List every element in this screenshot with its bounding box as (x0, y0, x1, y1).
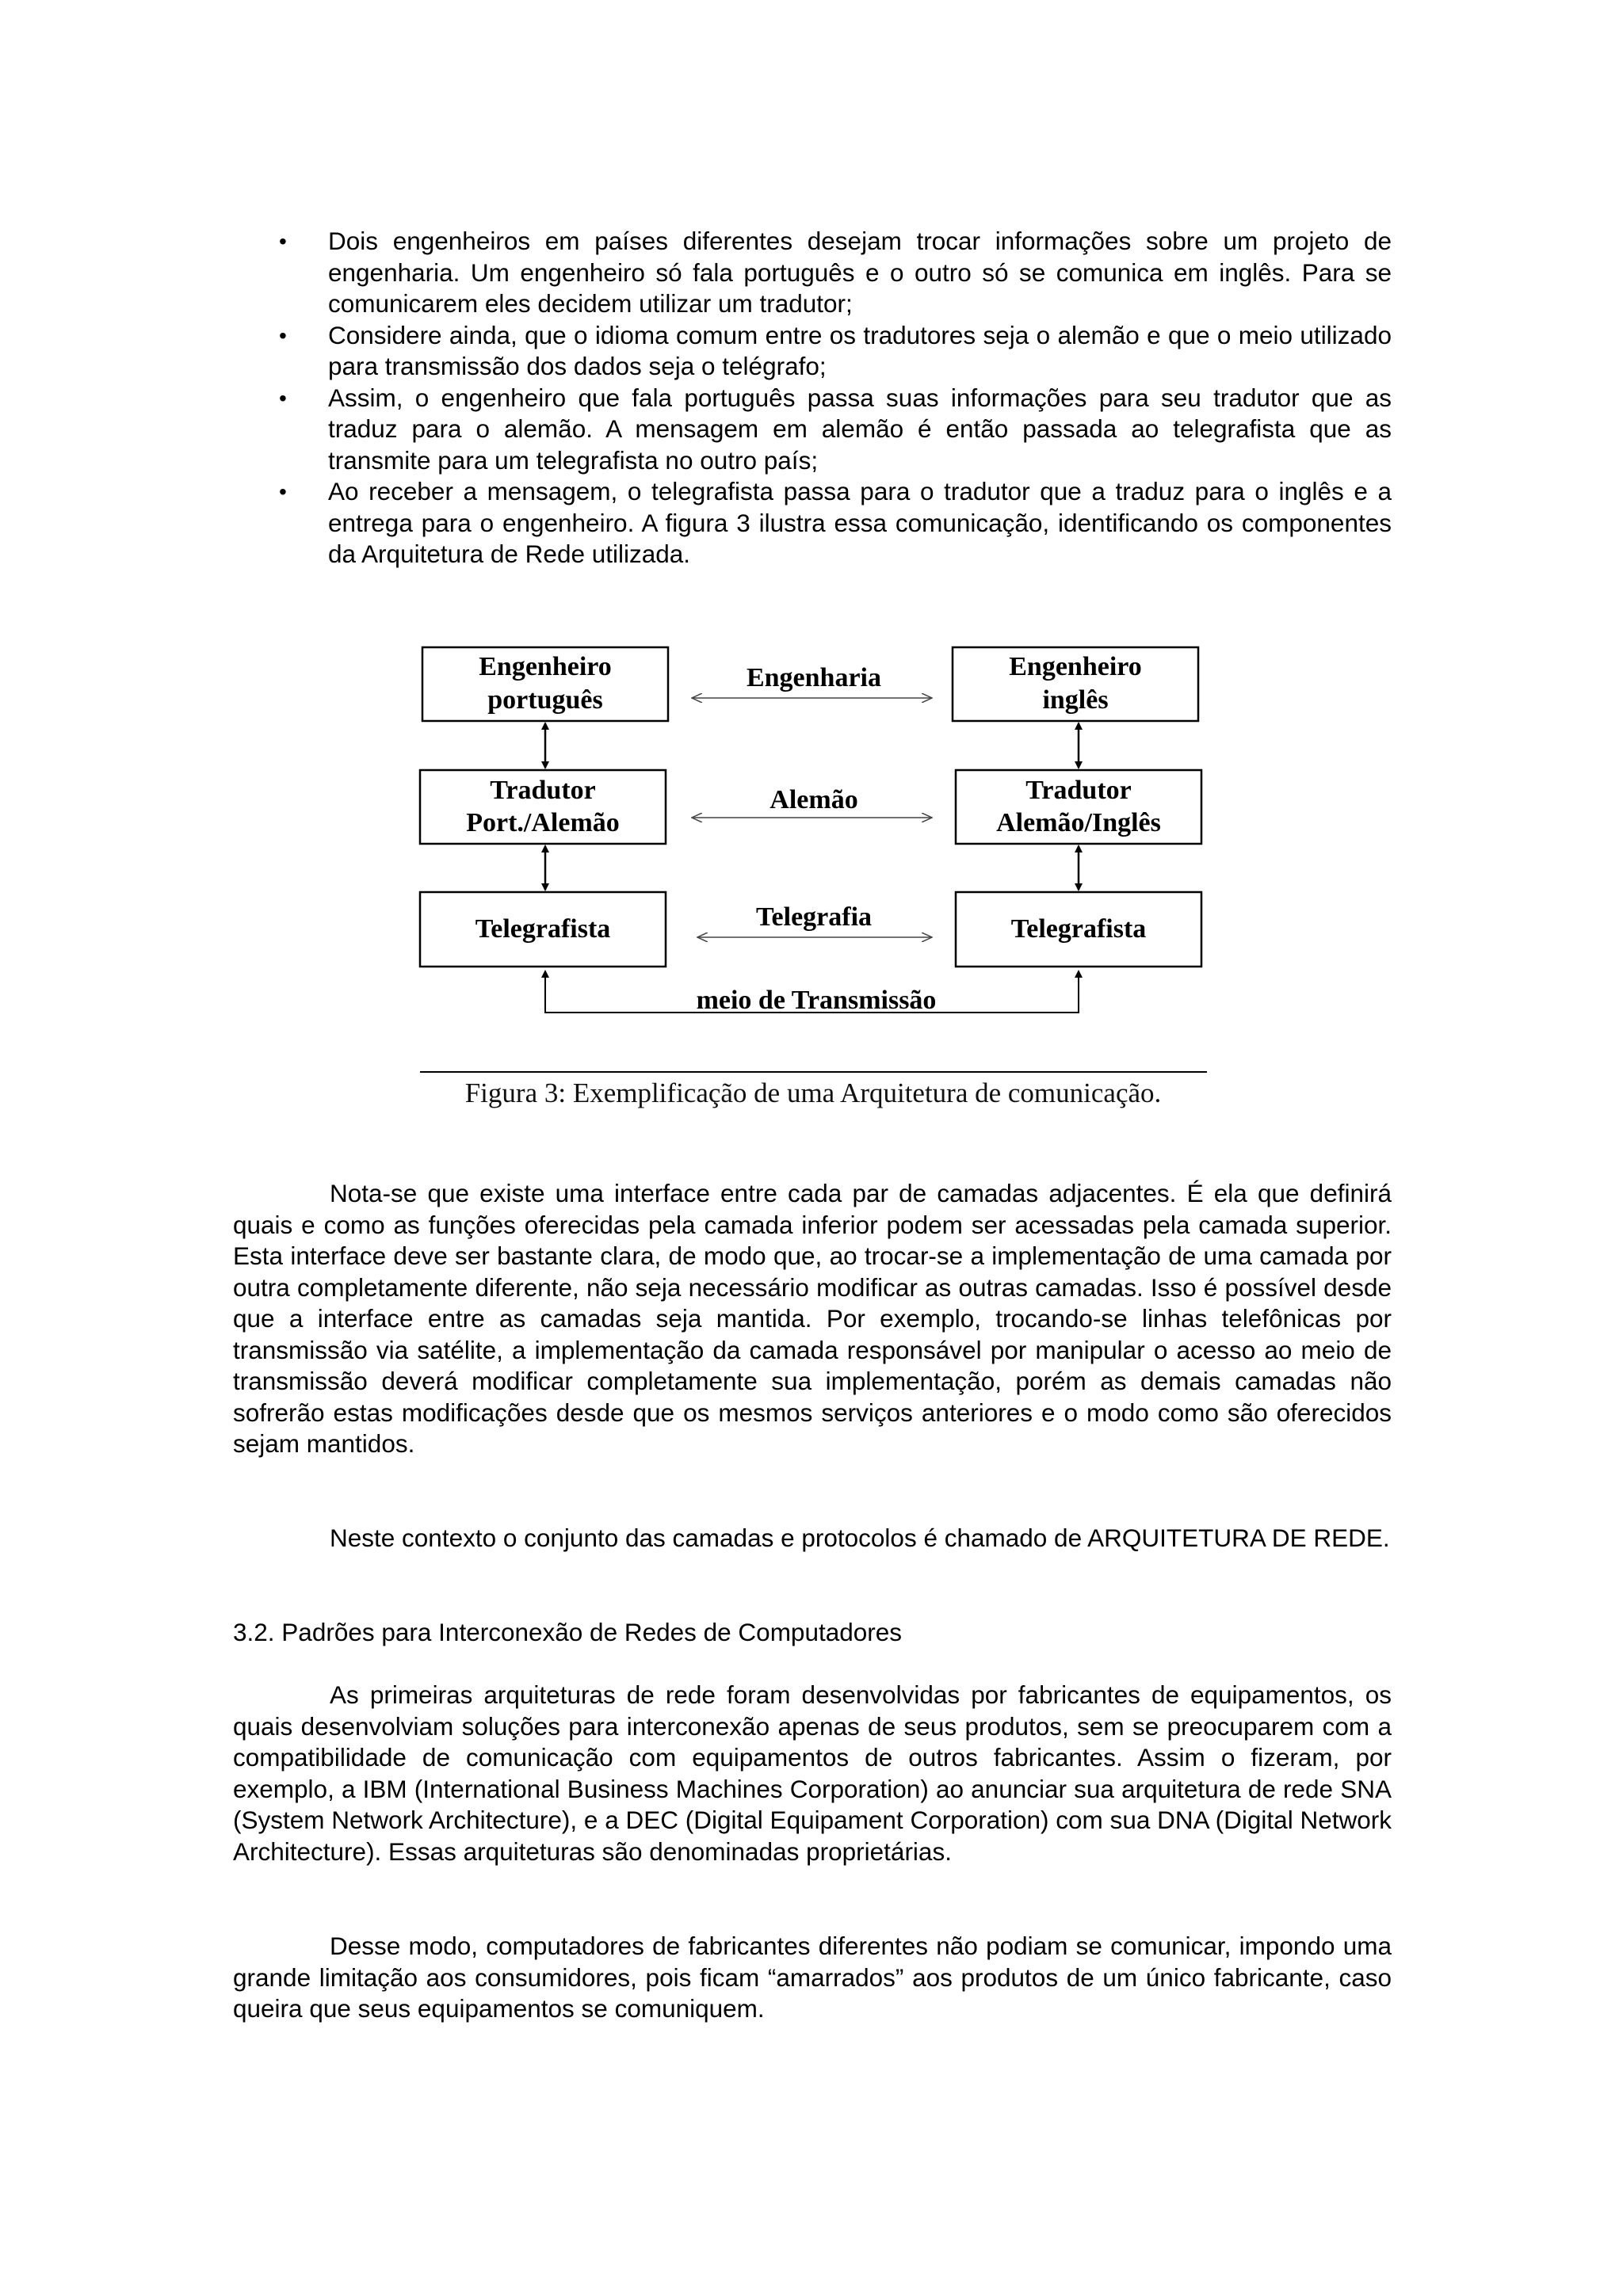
medium-label: meio de Transmissão (696, 986, 937, 1015)
peer-label-engenharia: Engenharia (746, 663, 882, 692)
figure-3-diagram (0, 0, 1623, 1125)
box-label: Tradutor (1025, 776, 1132, 805)
section-heading: 3.2. Padrões para Interconexão de Redes de Computadores (233, 1618, 903, 1646)
paragraph-block (233, 1178, 1392, 1460)
paragraph: Nota-se que existe uma interface entre cada par de camadas adjacentes. É ela que definirá quais e como as funções oferecidas pela camada inferior podem ser acessadas pela camada superior. Esta interface deve ser bastante clara, de modo que, ao trocar-se a implementação de uma camada por outra completamente diferente, não seja necessário modificar as outras camadas. Isso é possível desde que a interface entre as camadas seja mantida. Por exemplo, trocando-se linhas telefônicas por transmissão via satélite, a implementação da camada responsável por manipular o acesso ao meio de transmissão deverá modificar completamente sua implementação, porém as demais camadas não sofrerão estas modificações desde que os mesmos serviços anteriores e o modo como são oferecidos sejam mantidos. (233, 1179, 1392, 1458)
paragraph-block (233, 1523, 1392, 1554)
box-label: português (487, 685, 603, 715)
box-label: Engenheiro (479, 652, 612, 681)
peer-label-telegrafia: Telegrafia (755, 902, 873, 932)
box-label: inglês (1042, 685, 1109, 715)
paragraph: As primeiras arquiteturas de rede foram desenvolvidas por fabricantes de equipamentos, os quais desenvolviam soluções para interconexão apenas de seus produtos, sem se preocuparem com a compatibilidade de comunicação com equipamentos de outros fabricantes. Assim o fizeram, por exemplo, a IBM (International Business Machines Corporation) ao anunciar sua arquitetura de rede SNA (System Network Architecture), e a DEC (Digital Equipament Corporation) com sua DNA (Digital Network Architecture). Essas arquiteturas são denominadas proprietárias. (233, 1680, 1392, 1866)
paragraph: Neste contexto o conjunto das camadas e protocolos é chamado de ARQUITETURA DE REDE. (330, 1524, 1390, 1552)
paragraph-block (233, 1931, 1392, 2025)
box-label: Telegrafista (1010, 914, 1147, 944)
box-label: Port./Alemão (466, 808, 620, 837)
bullet-item: • Ao receber a mensagem, o telegrafista passa para o tradutor que a traduz para o inglês e a entrega para o engenheiro. A figura 3 ilustra essa comunicação, identificando os componentes da Arquitetura de Rede utilizada. (233, 476, 1392, 570)
bullet-item: • Assim, o engenheiro que fala português passa suas informações para seu tradutor que as traduz para o alemão. A mensagem em alemão é então passada ao telegrafista que as transmite para um telegrafista no outro país; (233, 383, 1392, 477)
section-heading-block (233, 1617, 1392, 1649)
paragraph: Desse modo, computadores de fabricantes diferentes não podiam se comunicar, impondo uma grande limitação aos consumidores, pois ficam “amarrados” aos produtos de um único fabricante, caso queira que seus equipamentos se comuniquem. (233, 1932, 1392, 2023)
paragraph-block (233, 1680, 1392, 1867)
peer-label-alemao: Alemão (769, 785, 858, 814)
bullet-item: • Considere ainda, que o idioma comum entre os tradutores seja o alemão e que o meio utilizado para transmissão dos dados seja o telégrafo; (233, 320, 1392, 383)
figure-caption: Figura 3: Exemplificação de uma Arquitetura de comunicação. (464, 1077, 1162, 1108)
box-label: Engenheiro (1009, 652, 1142, 681)
box-label: Telegrafista (475, 914, 611, 944)
box-label: Alemão/Inglês (996, 808, 1161, 837)
box-label: Tradutor (490, 776, 596, 805)
bullet-item: • Dois engenheiros em países diferentes desejam trocar informações sobre um projeto de engenharia. Um engenheiro só fala português e o outro só se comunica em inglês. Para se comunicarem eles decidem utilizar um tradutor; (233, 226, 1392, 320)
